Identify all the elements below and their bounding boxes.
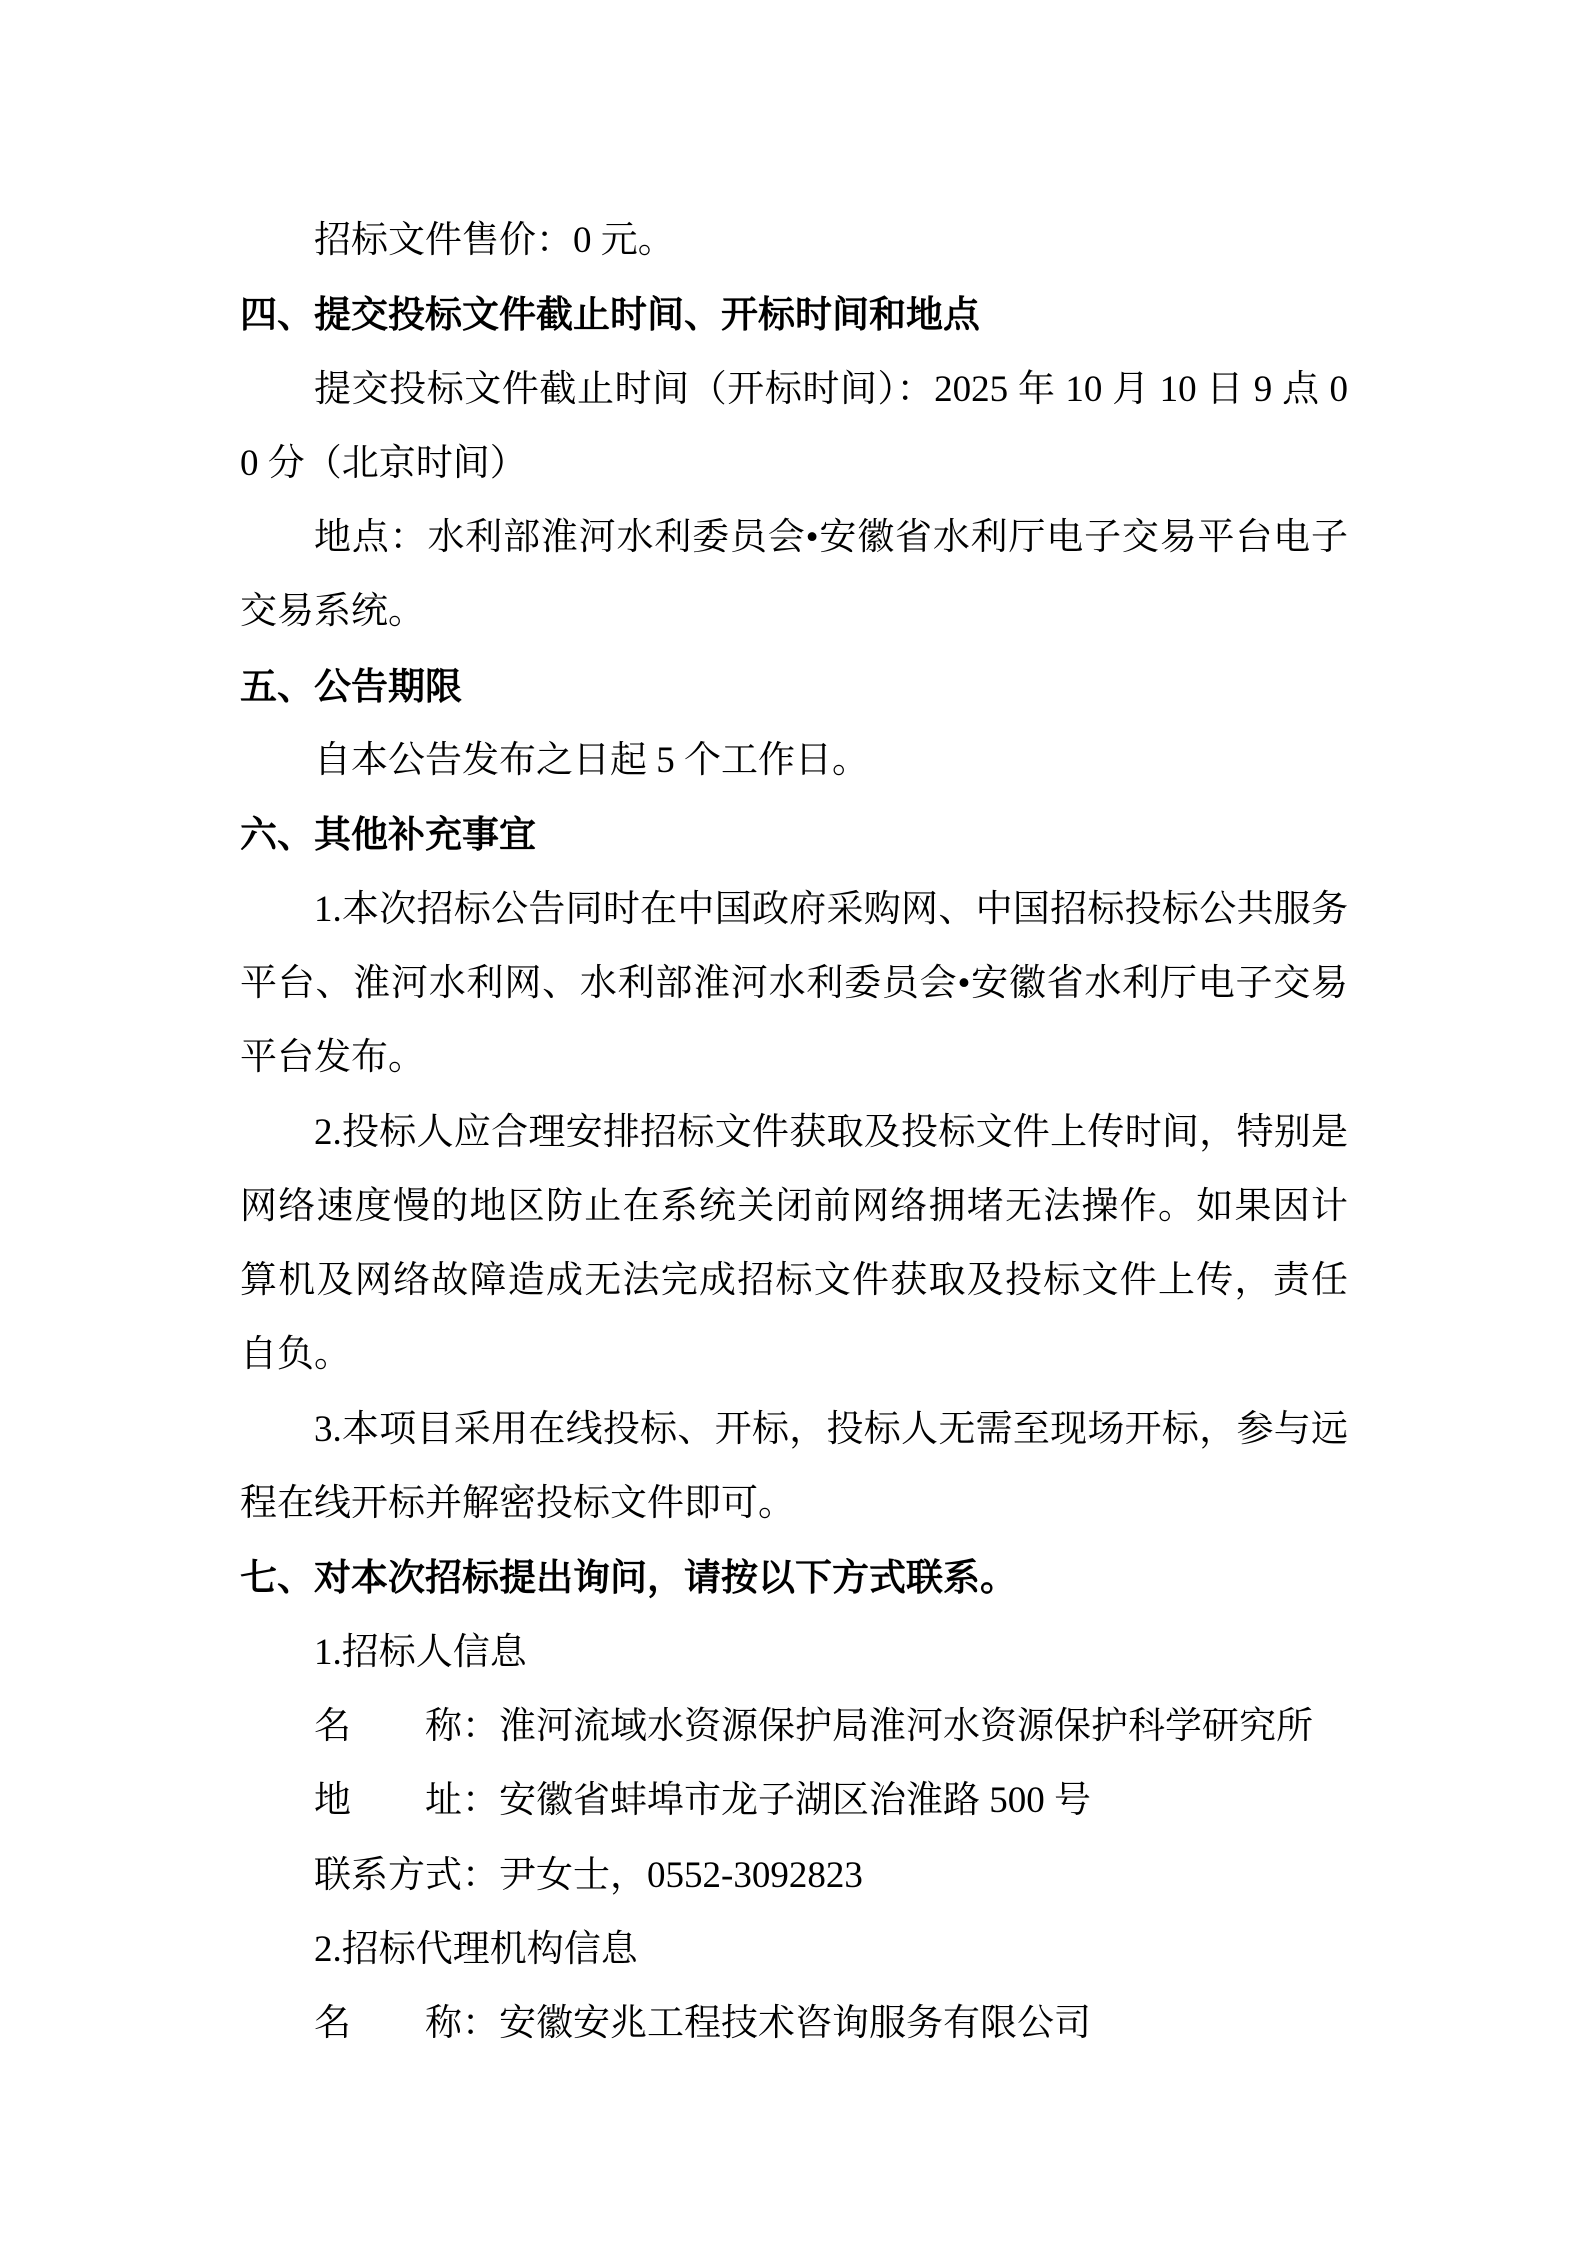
paragraph: 3.本项目采用在线投标、开标，投标人无需至现场开标，参与远程在线开标并解密投标文件即可。 bbox=[240, 1408, 1348, 1525]
section-heading: 七、对本次招标提出询问，请按以下方式联系。 bbox=[240, 1557, 1017, 1599]
paragraph: 自本公告发布之日起 5 个工作日。 bbox=[314, 740, 869, 782]
paragraph: 地点：水利部淮河水利委员会•安徽省水利厅电子交易平台电子交易系统。 bbox=[240, 517, 1348, 633]
paragraph: 1.本次招标公告同时在中国政府采购网、中国招标投标公共服务平台、淮河水利网、水利部淮河水利委员会•安徽省水利厅电子交易平台发布。 bbox=[240, 888, 1348, 1079]
paragraph: 2.投标人应合理安排招标文件获取及投标文件上传时间，特别是网络速度慢的地区防止在系统关闭前网络拥堵无法操作。如果因计算机及网络故障造成无法完成招标文件获取及投标文件上传，责任自负。 bbox=[240, 1111, 1348, 1376]
paragraph: 2.招标代理机构信息 bbox=[314, 1928, 638, 1970]
paragraph: 招标文件售价：0 元。 bbox=[314, 220, 675, 261]
section-heading: 四、提交投标文件截止时间、开标时间和地点 bbox=[240, 294, 980, 336]
paragraph: 名 称：淮河流域水资源保护局淮河水资源保护科学研究所 bbox=[314, 1705, 1313, 1747]
paragraph: 地 址：安徽省蚌埠市龙子湖区治淮路 500 号 bbox=[314, 1780, 1091, 1822]
paragraph: 联系方式：尹女士，0552-3092823 bbox=[314, 1854, 863, 1896]
section-heading: 五、公告期限 bbox=[240, 665, 462, 707]
paragraph: 名 称：安徽安兆工程技术咨询服务有限公司 bbox=[314, 2003, 1091, 2045]
document-body bbox=[240, 204, 1348, 2061]
paragraph: 1.招标人信息 bbox=[314, 1631, 527, 1673]
paragraph: 提交投标文件截止时间（开标时间）：2025 年 10 月 10 日 9 点 00 分（北京时间） bbox=[240, 368, 1348, 484]
section-heading: 六、其他补充事宜 bbox=[240, 814, 536, 856]
